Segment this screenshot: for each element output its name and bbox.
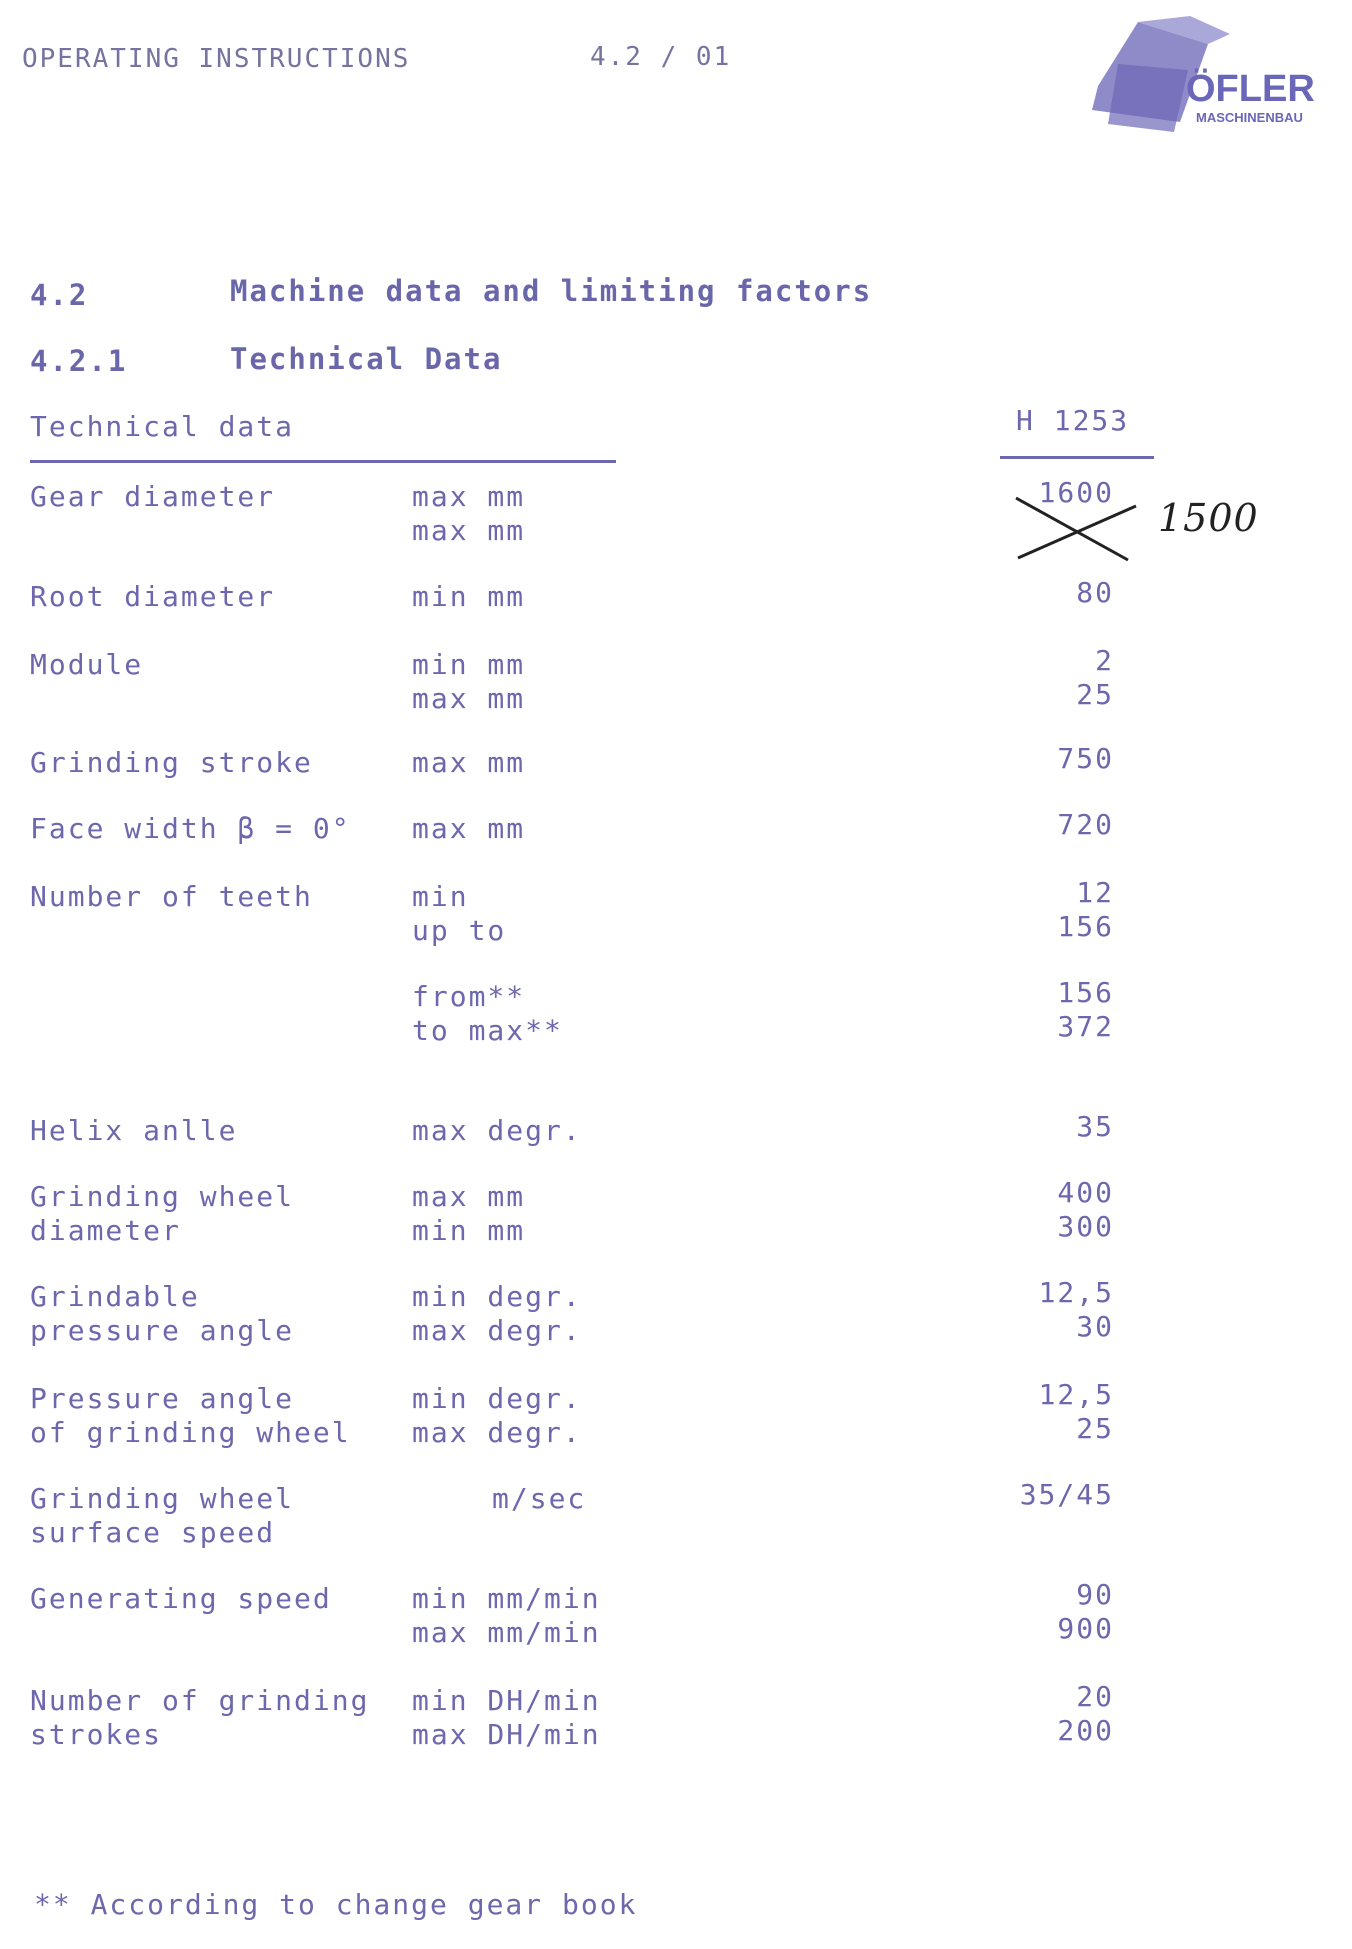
row-unit: min degr. xyxy=(412,1280,582,1313)
row-label: of grinding wheel xyxy=(30,1416,351,1449)
model-heading: H 1253 xyxy=(1016,404,1130,437)
row-unit: max degr. xyxy=(412,1416,582,1449)
row-value: 90 xyxy=(1076,1578,1114,1611)
row-unit: max DH/min xyxy=(412,1718,601,1751)
logo-text: ÖFLER xyxy=(1186,68,1315,110)
row-value: 80 xyxy=(1076,576,1114,609)
row-unit: max mm xyxy=(412,746,526,779)
row-value: 900 xyxy=(1057,1612,1114,1645)
row-label: Gear diameter xyxy=(30,480,276,513)
row-unit: max mm/min xyxy=(412,1616,601,1649)
row-unit: min mm xyxy=(412,1214,526,1247)
doc-number: 4.2 / 01 xyxy=(590,42,732,72)
row-label: Generating speed xyxy=(30,1582,332,1615)
row-value: 400 xyxy=(1057,1176,1114,1209)
row-unit: min degr. xyxy=(412,1382,582,1415)
row-unit: max mm xyxy=(412,1180,526,1213)
row-label: Grinding stroke xyxy=(30,746,313,779)
row-label: surface speed xyxy=(30,1516,276,1549)
row-value: 1600 xyxy=(1038,476,1114,509)
row-value: 12,5 xyxy=(1038,1378,1114,1411)
row-value: 25 xyxy=(1076,678,1114,711)
row-value: 720 xyxy=(1057,808,1114,841)
row-unit: min mm xyxy=(412,580,526,613)
handwritten-correction: 1500 xyxy=(1158,496,1259,540)
row-value: 35 xyxy=(1076,1110,1114,1143)
row-label: pressure angle xyxy=(30,1314,295,1347)
row-label: Grinding wheel xyxy=(30,1180,295,1213)
row-value: 30 xyxy=(1076,1310,1114,1343)
row-unit: min mm/min xyxy=(412,1582,601,1615)
doc-header-title: OPERATING INSTRUCTIONS xyxy=(22,44,411,74)
subsection-title: Technical Data xyxy=(230,342,503,376)
footnote: ** According to change gear book xyxy=(34,1888,638,1921)
table-heading: Technical data xyxy=(30,410,295,443)
row-value: 156 xyxy=(1057,976,1114,1009)
row-value: 2 xyxy=(1095,644,1114,677)
row-label: Module xyxy=(30,648,144,681)
row-value: 372 xyxy=(1057,1010,1114,1043)
row-unit: to max** xyxy=(412,1014,563,1047)
row-unit: min mm xyxy=(412,648,526,681)
row-unit: max mm xyxy=(412,514,526,547)
row-value: 156 xyxy=(1057,910,1114,943)
row-label: Pressure angle xyxy=(30,1382,295,1415)
row-value: 35/45 xyxy=(1019,1478,1114,1511)
heading-underline xyxy=(30,460,616,463)
row-unit: max mm xyxy=(412,682,526,715)
section-number: 4.2 xyxy=(30,278,89,312)
row-value: 750 xyxy=(1057,742,1114,775)
row-unit: m/sec xyxy=(492,1482,587,1515)
row-label: Grinding wheel xyxy=(30,1482,295,1515)
row-value: 12 xyxy=(1076,876,1114,909)
row-unit: up to xyxy=(412,914,507,947)
row-value: 25 xyxy=(1076,1412,1114,1445)
model-underline xyxy=(1000,456,1154,459)
row-unit: max degr. xyxy=(412,1114,582,1147)
subsection-number: 4.2.1 xyxy=(30,344,128,378)
row-value: 12,5 xyxy=(1038,1276,1114,1309)
row-label: Grindable xyxy=(30,1280,200,1313)
strike-through-mark xyxy=(1010,488,1150,568)
row-label: strokes xyxy=(30,1718,163,1751)
row-unit: max mm xyxy=(412,480,526,513)
row-value: 200 xyxy=(1057,1714,1114,1747)
row-value: 300 xyxy=(1057,1210,1114,1243)
row-unit: max degr. xyxy=(412,1314,582,1347)
row-unit: from** xyxy=(412,980,526,1013)
row-unit: min DH/min xyxy=(412,1684,601,1717)
row-label: Number of teeth xyxy=(30,880,313,913)
row-value: 20 xyxy=(1076,1680,1114,1713)
row-unit: max mm xyxy=(412,812,526,845)
row-label: Root diameter xyxy=(30,580,276,613)
logo-subtext: MASCHINENBAU xyxy=(1196,110,1303,125)
company-logo xyxy=(1078,14,1340,142)
row-label: Number of grinding xyxy=(30,1684,370,1717)
row-label: Helix anlle xyxy=(30,1114,238,1147)
section-title: Machine data and limiting factors xyxy=(230,274,873,308)
row-label: diameter xyxy=(30,1214,181,1247)
row-label: Face width β = 0° xyxy=(30,812,351,845)
row-unit: min xyxy=(412,880,469,913)
